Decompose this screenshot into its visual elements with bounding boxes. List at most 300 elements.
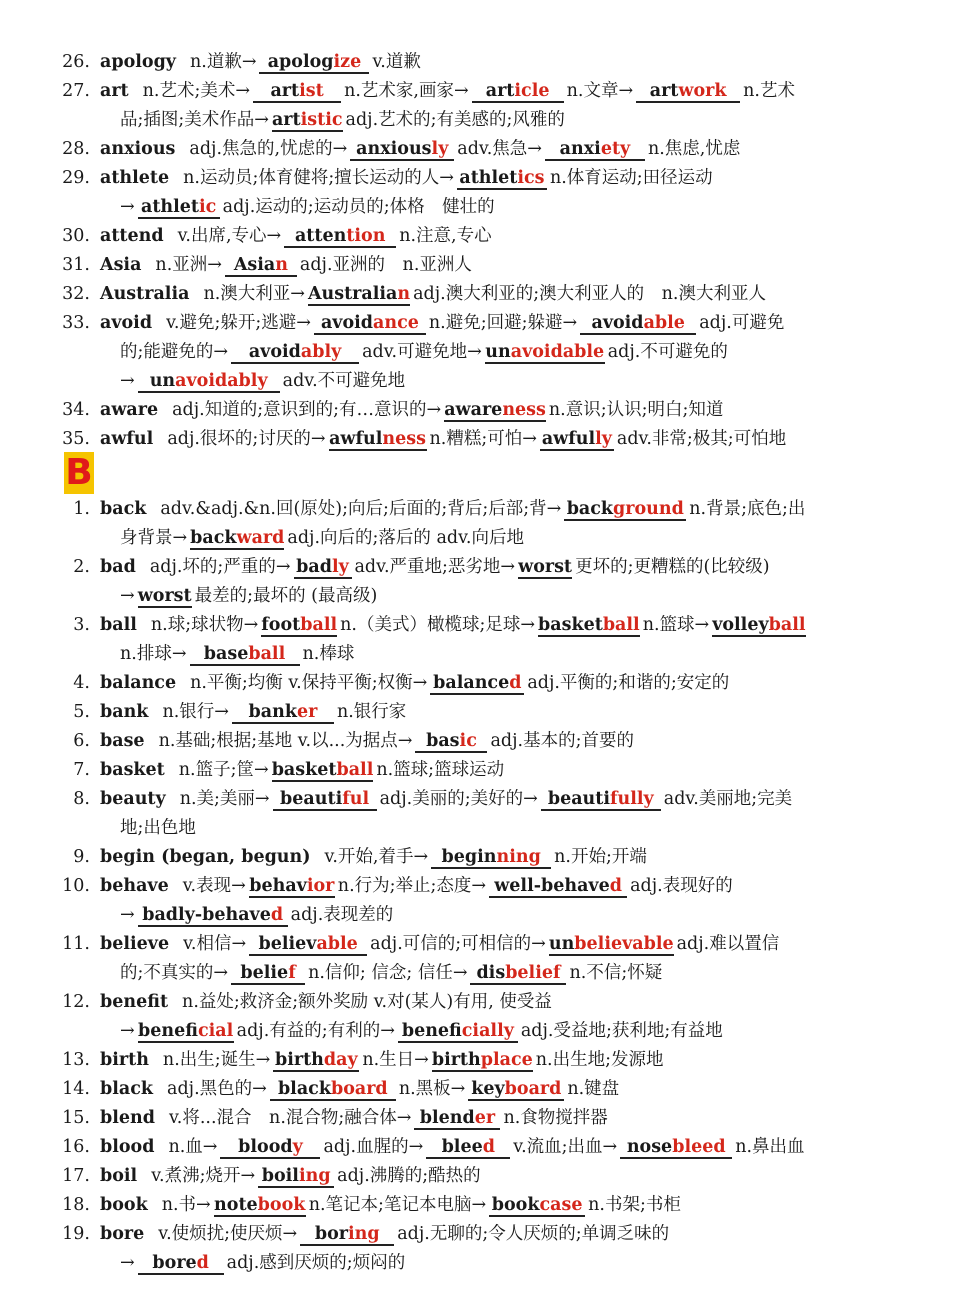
answer-suffix: d — [482, 1137, 495, 1157]
entry-number: 9. — [73, 847, 90, 867]
entry-line — [120, 524, 524, 553]
definition-text: adv.不可避免地 — [282, 371, 406, 391]
answer-blank — [636, 81, 740, 103]
answer-suffix: n — [275, 255, 288, 275]
entry-number: 28. — [62, 139, 90, 159]
answer-suffix: able — [643, 313, 685, 333]
answer-blank — [273, 789, 377, 811]
definition-text: n.行为;举止;态度→ — [337, 876, 487, 896]
answer-suffix: n — [397, 284, 411, 304]
definition-text: n.文章→ — [566, 81, 634, 101]
entry-number: 10. — [62, 876, 90, 896]
answer-stem: blend — [419, 1108, 475, 1128]
definition-text: n.笔记本;笔记本电脑→ — [308, 1195, 487, 1215]
entry-line — [120, 106, 565, 135]
answer-suffix: ance — [373, 313, 419, 333]
answer-stem: belie — [240, 963, 289, 983]
answer-blank — [249, 876, 335, 898]
answer-blank — [444, 400, 546, 422]
answer-blank — [231, 342, 359, 364]
answer-suffix: work — [678, 81, 727, 101]
answer-blank — [472, 81, 564, 103]
answer-stem: blood — [238, 1137, 293, 1157]
answer-blank — [426, 1137, 510, 1159]
answer-stem: volley — [712, 615, 769, 635]
definition-text: v.流血;出血→ — [513, 1137, 618, 1157]
answer-suffix: day — [323, 1050, 358, 1070]
answer-stem: bad — [296, 557, 332, 577]
answer-blank — [350, 139, 454, 161]
entry-line — [52, 164, 713, 193]
definition-text: n.排球→ — [120, 644, 187, 664]
definition-text: → — [120, 197, 135, 217]
definition-text: n.艺术;美术→ — [142, 81, 251, 101]
definition-text: n.篮球→ — [642, 615, 710, 635]
definition-text: adv.&adj.&n.回(原处);向后;后面的;背后;后部;背→ — [160, 499, 562, 519]
definition-text: adv.焦急→ — [457, 139, 542, 159]
answer-stem: badly-behave — [142, 905, 271, 925]
answer-blank — [489, 876, 627, 898]
answer-blank — [300, 1224, 394, 1246]
answer-blank — [540, 429, 614, 451]
answer-blank — [549, 934, 674, 956]
answer-suffix: believable — [574, 934, 674, 954]
headword: aware — [100, 400, 159, 420]
definition-text: adj.知道的;意识到的;有…意识的→ — [172, 400, 442, 420]
definition-text: n.艺术 — [743, 81, 795, 101]
answer-stem: beauti — [547, 789, 610, 809]
entry-line — [52, 495, 805, 524]
answer-blank — [190, 644, 300, 666]
headword: boil — [100, 1166, 138, 1186]
answer-stem: apolog — [267, 52, 334, 72]
entry-line — [120, 582, 377, 611]
section-letter-b: B — [65, 452, 93, 493]
answer-blank — [272, 760, 374, 782]
answer-stem: art — [270, 81, 300, 101]
entry-number: 35. — [62, 429, 90, 449]
definition-text: v.道歉 — [372, 52, 421, 72]
answer-suffix: ward — [236, 528, 285, 548]
entry-number: 27. — [62, 81, 90, 101]
answer-suffix: er — [474, 1108, 496, 1128]
entry-number: 18. — [62, 1195, 90, 1215]
answer-stem: aware — [444, 400, 503, 420]
entry-line — [52, 553, 770, 582]
definition-text: 地;出色地 — [120, 818, 196, 838]
definition-text: → — [120, 905, 135, 925]
definition-text: adj.向后的;落后的 adv.向后地 — [287, 528, 524, 548]
entry-number: 29. — [62, 168, 90, 188]
definition-text: n.糟糕;可怕→ — [429, 429, 537, 449]
answer-suffix: icle — [514, 81, 550, 101]
definition-text: n.生日→ — [362, 1050, 429, 1070]
definition-text: adj.沸腾的;酷热的 — [337, 1166, 481, 1186]
answer-stem: birth — [431, 1050, 481, 1070]
definition-text: n.澳大利亚→ — [203, 284, 305, 304]
entry-line — [52, 309, 784, 338]
entry-line — [120, 640, 354, 669]
answer-blank — [138, 586, 192, 608]
definition-text: n.篮子;筐→ — [178, 760, 269, 780]
entry-line — [52, 756, 504, 785]
definition-text: n.亚洲→ — [155, 255, 222, 275]
answer-blank — [712, 615, 805, 637]
definition-text: n.平衡;均衡 v.保持平衡;权衡→ — [190, 673, 428, 693]
definition-text: adv.严重地;恶劣地→ — [354, 557, 516, 577]
answer-suffix: ior — [306, 876, 335, 896]
definition-text: v.出席,专心→ — [177, 226, 282, 246]
answer-stem: Asia — [233, 255, 276, 275]
answer-suffix: book — [257, 1195, 306, 1215]
headword: art — [100, 81, 129, 101]
definition-text: 身背景→ — [120, 528, 188, 548]
definition-text: adj.不可避免的 — [607, 342, 728, 362]
answer-stem: atten — [294, 226, 347, 246]
answer-blank — [270, 1079, 396, 1101]
definition-text: → — [120, 1021, 135, 1041]
entry-number: 30. — [62, 226, 90, 246]
definition-text: n.基础;根据;基地 v.以...为据点→ — [158, 731, 413, 751]
headword: apology — [100, 52, 176, 72]
headword: athlete — [100, 168, 170, 188]
answer-suffix: d — [509, 673, 522, 693]
answer-suffix: er — [296, 702, 318, 722]
definition-text: n.书→ — [161, 1195, 211, 1215]
answer-suffix: ful — [342, 789, 370, 809]
definition-text: n.信仰; 信念; 信任→ — [308, 963, 468, 983]
answer-stem: basket — [538, 615, 603, 635]
answer-suffix: ist — [299, 81, 324, 101]
definition-text: n.棒球 — [302, 644, 355, 664]
answer-stem: bore — [152, 1253, 197, 1273]
answer-blank — [580, 313, 696, 335]
answer-suffix: d — [609, 876, 622, 896]
entry-line — [52, 872, 733, 901]
definition-text: adj.运动的;运动员的;体格 健壮的 — [222, 197, 495, 217]
definition-text: 最差的;最坏的 (最高级) — [194, 586, 378, 606]
answer-blank — [231, 963, 305, 985]
definition-text: n.体育运动;田径运动 — [549, 168, 713, 188]
definition-text: → — [120, 1253, 135, 1273]
answer-suffix: bleed — [672, 1137, 726, 1157]
answer-suffix: ball — [602, 615, 640, 635]
definition-text: adj.澳大利亚的;澳大利亚人的 n.澳大利亚人 — [413, 284, 766, 304]
answer-blank — [538, 615, 640, 637]
definition-text: adj.感到厌烦的;烦闷的 — [226, 1253, 406, 1273]
entry-line — [52, 1104, 608, 1133]
definition-text: n.出生;诞生→ — [162, 1050, 271, 1070]
answer-suffix: ning — [496, 847, 541, 867]
answer-suffix: ly — [331, 557, 349, 577]
headword: black — [100, 1079, 154, 1099]
answer-suffix: able — [316, 934, 358, 954]
entry-line — [120, 959, 662, 988]
answer-stem: balance — [433, 673, 510, 693]
entry-number: 11. — [62, 934, 90, 954]
answer-blank — [489, 1195, 585, 1217]
headword: benefit — [100, 992, 169, 1012]
headword: Australia — [100, 284, 190, 304]
entry-number: 17. — [62, 1166, 90, 1186]
definition-text: 的;不真实的→ — [120, 963, 229, 983]
entry-line — [52, 48, 421, 77]
definition-text: → — [120, 371, 135, 391]
answer-suffix: ing — [298, 1166, 331, 1186]
answer-blank — [308, 284, 410, 306]
definition-text: adj.有益的;有利的→ — [236, 1021, 395, 1041]
definition-text: n.鼻出血 — [735, 1137, 805, 1157]
answer-stem: benefi — [401, 1021, 462, 1041]
answer-blank — [457, 168, 547, 190]
definition-text: n.出生地;发源地 — [535, 1050, 664, 1070]
answer-blank — [430, 673, 524, 695]
entry-line — [52, 669, 729, 698]
definition-text: n.运动员;体育健将;擅长运动的人→ — [183, 168, 454, 188]
answer-stem: book — [491, 1195, 540, 1215]
headword: believe — [100, 934, 170, 954]
entry-number: 3. — [73, 615, 90, 635]
answer-stem: worst — [137, 586, 192, 606]
answer-stem: boil — [261, 1166, 299, 1186]
entry-number: 16. — [62, 1137, 90, 1157]
answer-blank — [518, 557, 572, 579]
answer-blank — [259, 52, 369, 74]
definition-text: adj.可信的;可相信的→ — [370, 934, 546, 954]
answer-stem: key — [471, 1079, 505, 1099]
definition-text: 品;插图;美术作品→ — [120, 110, 269, 130]
headword: awful — [100, 429, 154, 449]
entry-line — [52, 1075, 619, 1104]
answer-blank — [314, 313, 426, 335]
definition-text: v.将...混合 n.混合物;融合体→ — [168, 1108, 412, 1128]
entry-line — [52, 425, 786, 454]
definition-text: adj.可避免 — [699, 313, 785, 333]
definition-text: adj.艺术的;有美感的;风雅的 — [345, 110, 565, 130]
definition-text: adj.受益地;获利地;有益地 — [520, 1021, 723, 1041]
definition-text: n.益处;救济金;额外奖励 v.对(某人)有用, 使受益 — [182, 992, 552, 1012]
answer-stem: un — [485, 342, 511, 362]
answer-suffix: board — [330, 1079, 388, 1099]
entry-line — [120, 193, 495, 222]
entry-number: 6. — [73, 731, 90, 751]
headword: attend — [100, 226, 164, 246]
answer-suffix: avoidably — [175, 371, 268, 391]
definition-text: adj.黑色的→ — [167, 1079, 267, 1099]
entry-number: 32. — [62, 284, 90, 304]
answer-stem: birth — [274, 1050, 324, 1070]
answer-stem: bor — [314, 1224, 348, 1244]
definition-text: v.煮沸;烧开→ — [151, 1166, 256, 1186]
definition-text: adv.非常;极其;可怕地 — [616, 429, 787, 449]
answer-stem: dis — [476, 963, 506, 983]
entry-line — [120, 367, 405, 396]
answer-stem: blee — [441, 1137, 483, 1157]
answer-stem: benefi — [138, 1021, 198, 1041]
answer-suffix: case — [539, 1195, 583, 1215]
answer-stem: avoid — [591, 313, 644, 333]
answer-stem: believ — [258, 934, 317, 954]
definition-text: adv.可避免地→ — [362, 342, 482, 362]
definition-text: n.银行→ — [162, 702, 229, 722]
entry-line — [120, 338, 728, 367]
entry-line — [52, 1133, 805, 1162]
definition-text: adj.表现好的 — [630, 876, 733, 896]
answer-stem: bas — [426, 731, 460, 751]
answer-blank — [284, 226, 396, 248]
headword: birth — [100, 1050, 149, 1070]
entry-line — [52, 251, 472, 280]
entry-line — [52, 611, 809, 640]
answer-stem: behav — [249, 876, 307, 896]
answer-stem: foot — [261, 615, 301, 635]
answer-stem: base — [203, 644, 249, 664]
entry-number: 34. — [62, 400, 90, 420]
answer-suffix: ball — [336, 760, 374, 780]
entry-line — [52, 280, 766, 309]
definition-text: v.表现→ — [182, 876, 246, 896]
definition-text: v.避免;躲开;逃避→ — [166, 313, 311, 333]
definition-text: v.相信→ — [183, 934, 247, 954]
answer-stem: un — [548, 934, 575, 954]
answer-suffix: avoidable — [510, 342, 605, 362]
answer-blank — [329, 429, 427, 451]
answer-stem: bank — [248, 702, 297, 722]
answer-stem: back — [566, 499, 614, 519]
answer-blank — [138, 197, 220, 219]
answer-suffix: cially — [461, 1021, 514, 1041]
definition-text: v.开始,着手→ — [324, 847, 429, 867]
answer-blank — [232, 702, 334, 724]
answer-blank — [541, 789, 661, 811]
definition-text: n.背景;底色;出 — [689, 499, 806, 519]
entry-line — [52, 843, 647, 872]
answer-blank — [415, 731, 487, 753]
entry-line — [120, 814, 196, 843]
answer-stem: avoid — [248, 342, 301, 362]
answer-stem: awful — [329, 429, 383, 449]
answer-blank — [138, 905, 288, 927]
answer-stem: well-behave — [494, 876, 610, 896]
answer-stem: un — [149, 371, 176, 391]
answer-suffix: y — [292, 1137, 303, 1157]
answer-stem: anxious — [356, 139, 432, 159]
entry-line — [52, 1046, 664, 1075]
answer-suffix: ness — [502, 400, 546, 420]
headword: balance — [100, 673, 177, 693]
definition-text: n.食物搅拌器 — [503, 1108, 608, 1128]
entry-number: 7. — [73, 760, 90, 780]
answer-blank — [485, 342, 605, 364]
definition-text: n.道歉→ — [189, 52, 257, 72]
answer-suffix: ball — [248, 644, 286, 664]
answer-suffix: ize — [333, 52, 362, 72]
definition-text: adj.表现差的 — [290, 905, 394, 925]
answer-blank — [261, 615, 337, 637]
headword: behave — [100, 876, 169, 896]
definition-text: adj.坏的;严重的→ — [149, 557, 291, 577]
entry-number: 15. — [62, 1108, 90, 1128]
definition-text: adj.亚洲的 n.亚洲人 — [299, 255, 472, 275]
entry-number: 26. — [62, 52, 90, 72]
answer-blank — [138, 1253, 224, 1275]
answer-blank — [398, 1021, 518, 1043]
headword: Asia — [100, 255, 142, 275]
definition-text: n.不信;怀疑 — [569, 963, 663, 983]
definition-text: 的;能避免的→ — [120, 342, 229, 362]
definition-text: adj.美丽的;美好的→ — [379, 789, 538, 809]
answer-stem: nose — [626, 1137, 673, 1157]
answer-stem: art — [485, 81, 515, 101]
entry-line — [52, 785, 792, 814]
answer-blank — [620, 1137, 732, 1159]
definition-text: adj.焦急的,忧虑的→ — [189, 139, 348, 159]
headword: anxious — [100, 139, 176, 159]
answer-suffix: ic — [459, 731, 477, 751]
headword: begin (began, begun) — [100, 847, 311, 867]
answer-suffix: ing — [347, 1224, 380, 1244]
answer-stem: beauti — [280, 789, 343, 809]
headword: bank — [100, 702, 149, 722]
answer-blank — [468, 1079, 564, 1101]
definition-text: n.黑板→ — [398, 1079, 466, 1099]
answer-suffix: fully — [610, 789, 654, 809]
entry-line — [52, 135, 740, 164]
entry-line — [120, 1017, 723, 1046]
definition-text: n.书架;书柜 — [588, 1195, 681, 1215]
answer-suffix: ety — [600, 139, 631, 159]
answer-blank — [431, 847, 551, 869]
entry-number: 2. — [73, 557, 90, 577]
answer-blank — [225, 255, 297, 277]
answer-stem: begin — [441, 847, 497, 867]
answer-suffix: d — [270, 905, 284, 925]
definition-text: adj.难以置信 — [676, 934, 780, 954]
answer-stem: art — [271, 110, 301, 130]
headword: ball — [100, 615, 137, 635]
definition-text: n.键盘 — [567, 1079, 620, 1099]
definition-text: adj.很坏的;讨厌的→ — [167, 429, 326, 449]
definition-text: n.球;球状物→ — [150, 615, 259, 635]
answer-stem: athlet — [459, 168, 518, 188]
headword: book — [100, 1195, 148, 1215]
definition-text: adv.美丽地;完美 — [663, 789, 793, 809]
answer-blank — [220, 1137, 320, 1159]
answer-blank — [470, 963, 566, 985]
answer-suffix: ground — [613, 499, 684, 519]
answer-suffix: ball — [300, 615, 338, 635]
answer-suffix: ly — [595, 429, 612, 449]
definition-text: adj.基本的;首要的 — [490, 731, 635, 751]
answer-blank — [138, 1021, 234, 1043]
definition-text: n.焦虑,忧虑 — [647, 139, 741, 159]
entry-line — [52, 1191, 681, 1220]
headword: back — [100, 499, 147, 519]
answer-stem: back — [190, 528, 237, 548]
entry-number: 19. — [62, 1224, 90, 1244]
definition-text: n.艺术家,画家→ — [344, 81, 469, 101]
answer-suffix: f — [288, 963, 296, 983]
answer-blank — [414, 1108, 500, 1130]
answer-suffix: belief — [505, 963, 561, 983]
entry-line — [52, 988, 552, 1017]
headword: beauty — [100, 789, 166, 809]
entry-number: 1. — [73, 499, 90, 519]
entry-line — [52, 396, 723, 425]
definition-text: adj.无聊的;令人厌烦的;单调乏味的 — [397, 1224, 670, 1244]
answer-blank — [214, 1195, 306, 1217]
answer-blank — [272, 110, 343, 132]
